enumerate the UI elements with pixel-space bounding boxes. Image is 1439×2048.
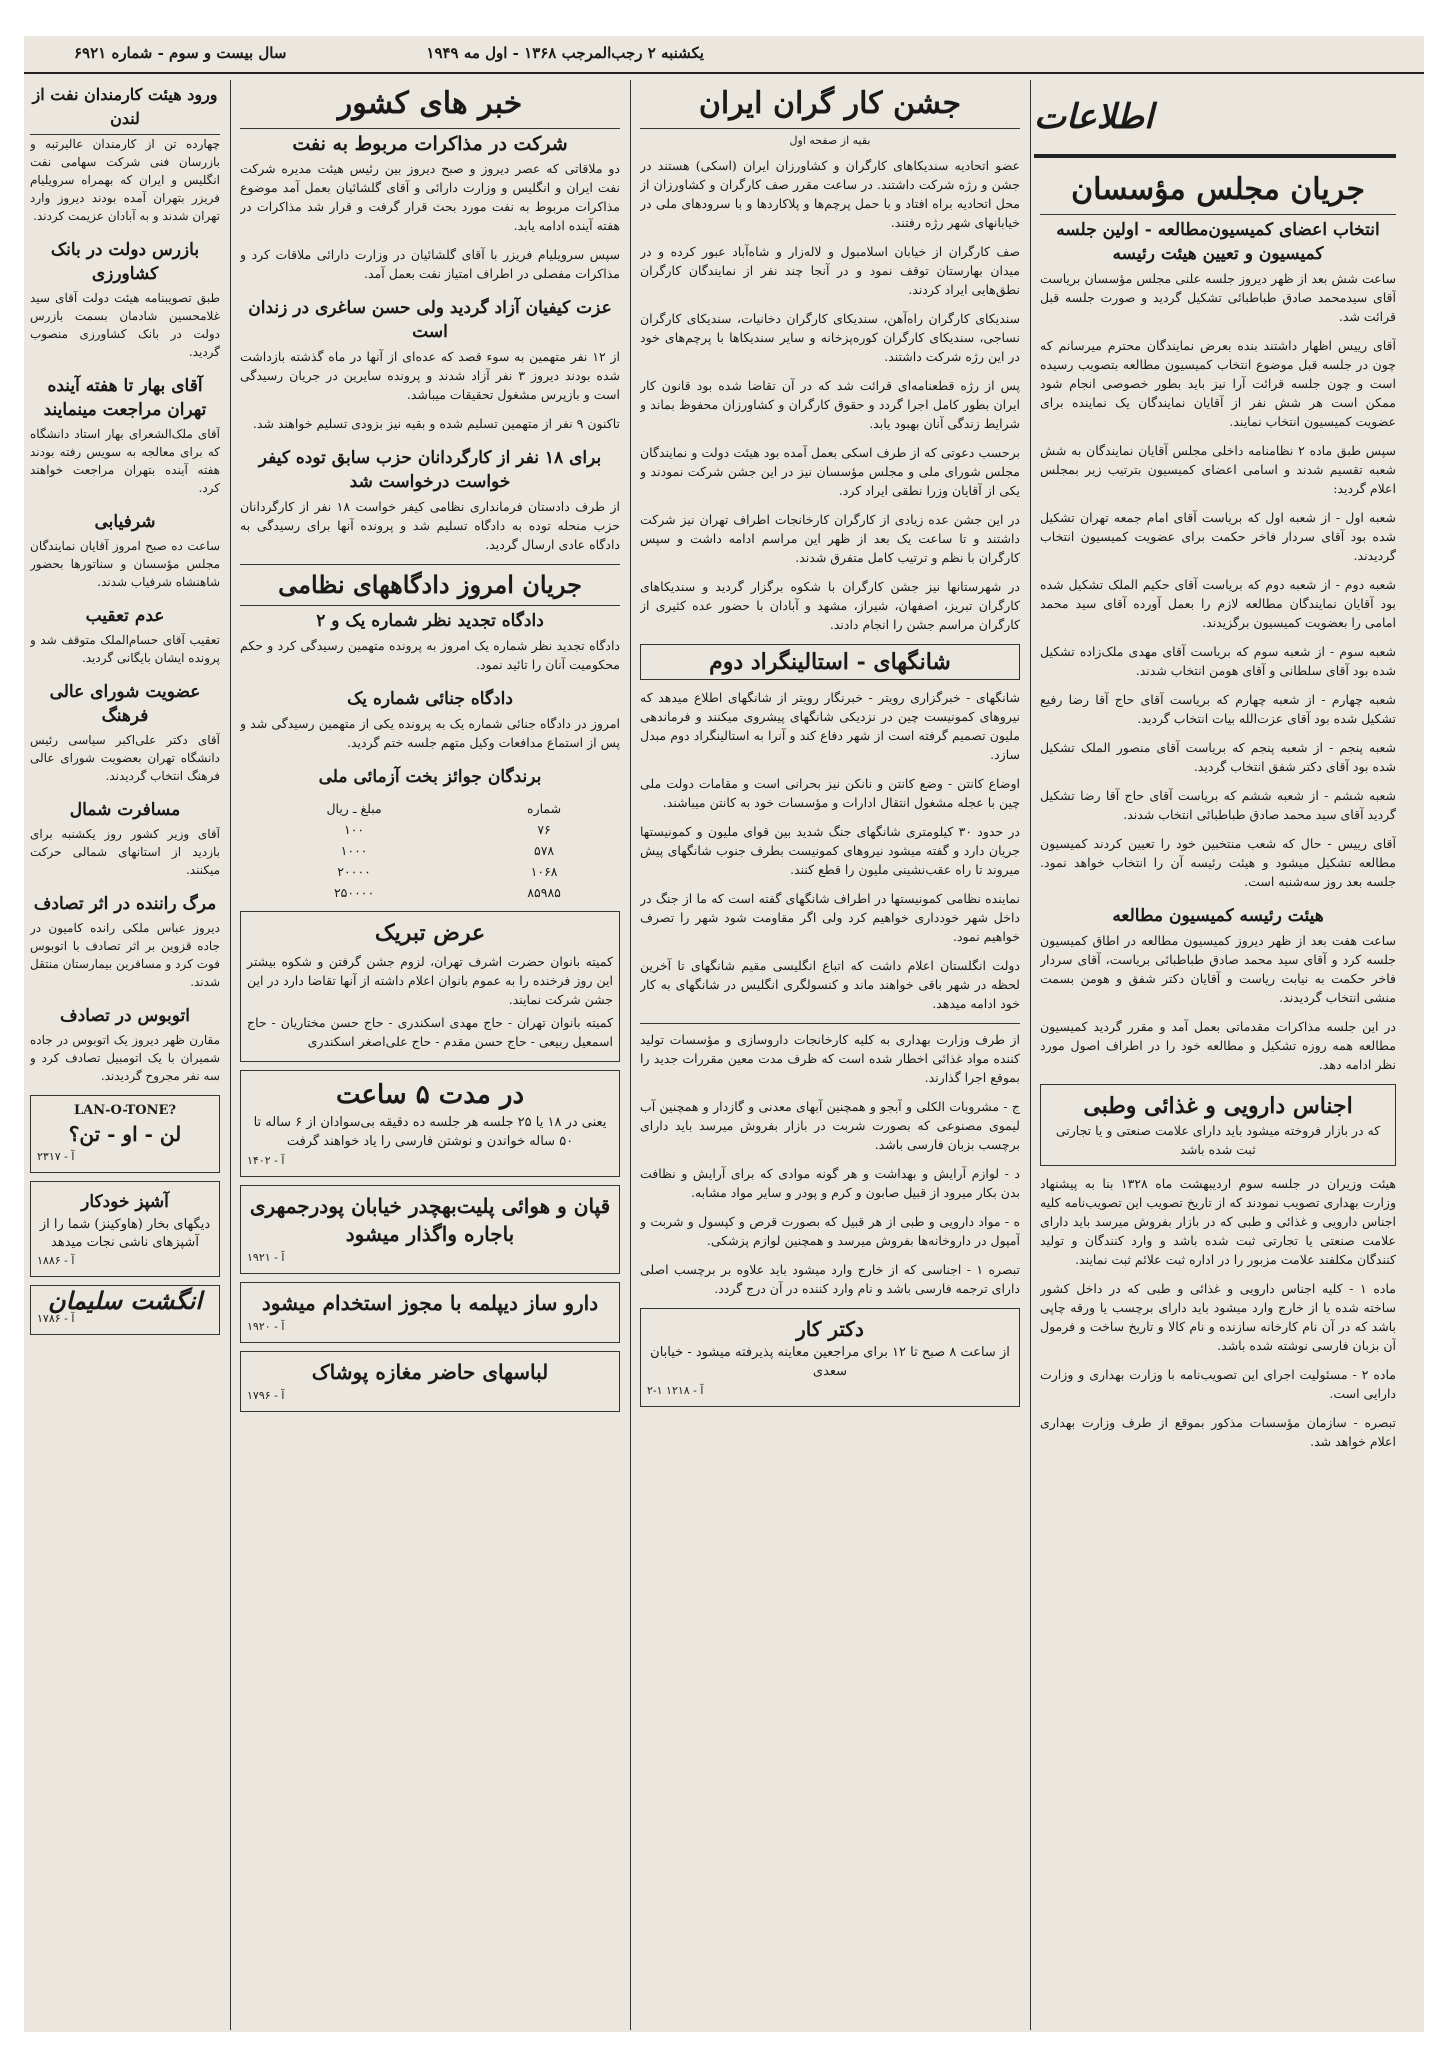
table-cell: ۱۰۰	[344, 822, 365, 837]
article-paragraph: شانگهای - خبرگزاری رویتر - خبرنگار رویتر از شانگهای اطلاع میدهد که نیروهای کمونیست چین در نزدیکی شانگهای پیشروی میکنند و فرماندهی ملیون تصمیم گرفته است از شهر دفاع کند و آنرا به استالینگراد دوم مبدل سازد.	[640, 690, 1020, 762]
article-paragraph: هیئت وزیران در جلسه سوم اردیبهشت ماه ۱۳۲۸ بنا به پیشنهاد وزارت بهداری تصویب نمودند که از تاریخ تصویب این تصویب‌نامه کلیه اجناس دارویی و غذائی و طبی که در بازار بفروش میرسد باید دارای علامت صنعتی یا تجارتی ثبت شده باشد و وارد کنندگان و تولید کنندگان مکلفند علامت مزبور را در اداره ثبت علائم ثبت نمایند.	[1040, 1176, 1396, 1267]
article-paragraph: ساعت ده صبح امروز آقایان نمایندگان مجلس مؤسسان و سناتورها بحضور شاهنشاه شرفیاب شدند.	[30, 539, 220, 589]
article-paragraph: در این جلسه مذاکرات مقدماتی بعمل آمد و مقرر گردید کمیسیون مطالعه همه روزه تشکیل و مطالعه خود را در اطراف اصول مورد نظر ادامه دهد.	[1040, 1019, 1396, 1072]
rental-ad-code: آ - ۱۹۲۱	[247, 1251, 285, 1264]
article-paragraph: شعبه اول - از شعبه اول که بریاست آقای امام جمعه تهران تشکیل شده بود آقای سردار فاخر حکمت برای عضویت کمیسیون انتخاب گردیدند.	[1040, 510, 1396, 563]
article-paragraph: طبق تصویبنامه هیئت دولت آقای سید غلامحسین شادمان بسمت بازرس دولت در بانک کشاورزی منصوب گردید.	[30, 291, 220, 359]
article-paragraph: از ۱۲ نفر متهمین به سوء قصد که عده‌ای از آنها در ماه گذشته بازداشت شده بودند دیروز ۳ نفر آزاد شدند و پرونده سایرین در جریان رسیدگی است و بازپرس مشغول تحقیقات میباشد.	[240, 349, 620, 402]
doctor-ad-code: ۲-۱ آ - ۱۲۱۸	[647, 1384, 704, 1397]
article-paragraph: ماده ۲ - مسئولیت اجرای این تصویب‌نامه با وزارت بهداری و وزارت دارایی است.	[1040, 1367, 1396, 1401]
article-paragraph: د - لوازم آرایش و بهداشت و هر گونه موادی که برای آرایش و نظافت بدن بکار میرود از قبیل صابون و کرم و پودر و سایر مواد مشابه.	[640, 1166, 1020, 1200]
subheading-audience: شرفیابی	[94, 512, 156, 532]
cooker-ad-code: آ - ۱۸۸۶	[37, 1254, 75, 1267]
headline-oil-staff: ورود هیئت کارمندان نفت از لندن	[30, 80, 220, 135]
subheading-lottery: برندگان جوائز بخت آزمائی ملی	[318, 767, 542, 787]
lanotone-ad-code: آ - ۲۳۱۷	[37, 1150, 75, 1163]
lower-section	[640, 1023, 1020, 1298]
cooker-ad-title: آشپز خودکار	[81, 1192, 169, 1212]
article-paragraph: چهارده تن از کارمندان عالیرتبه و بازرسان فنی شرکت سهامی نفت انگلیس و ایران که بهمراه سرویلیام فریزر بتهران آمده بودند دیروز وارد تهران شدند و به آبادان عزیمت کردند.	[30, 137, 220, 223]
article-paragraph: آقای رییس - حال که شعب منتخبین خود را تعیین کردند کمیسیون مطالعه تشکیل میشود و هیئت رئیسه آن را انتخاب خواهد نمود. جلسه بعد روز سه‌شنبه است.	[1040, 836, 1396, 889]
pharma-notice-box	[1040, 1084, 1396, 1166]
subheading-bahar-return: آقای بهار تا هفته آینده تهران مراجعت مینمایند	[43, 376, 207, 420]
article-paragraph: ماده ۱ - کلیه اجناس دارویی و غذائی و طبی که در داخل کشور ساخته شده یا از خارج وارد میشود باید دارای برچسب یا ورقه چاپی باشد که در آن نام کارخانه سازنده و نام کالا و تاریخ ساخت و فرمول آن بزبان فارسی نوشته شده باشد.	[1040, 1281, 1396, 1353]
headline-national-news: خبر های کشور	[240, 80, 620, 129]
literacy-ad-code: آ - ۱۴۰۲	[247, 1154, 285, 1167]
pharma-notice-deck: که در بازار فروخته میشود باید دارای علامت صنعتی و یا تجارتی ثبت شده باشد	[1055, 1123, 1381, 1157]
newspaper-logo: اطلاعات	[1034, 80, 1396, 158]
lanotone-ad-text: لن - او - تن؟	[68, 1122, 182, 1146]
congrats-text: کمیته بانوان حضرت اشرف تهران، لزوم جشن گرفتن و شکوه بیشتر این روز فرخنده را به عموم بانوان اعلام داشته از آنها تقاضا دارد در این جشن شرکت نمایند.	[247, 954, 613, 1007]
cooker-ad-text: دیگهای بخار (هاوکینز) شما را از آشپزهای ناشی نجات میدهد	[39, 1217, 211, 1250]
table-cell: ۱۰۶۸	[530, 864, 558, 879]
newspaper-page	[24, 36, 1424, 2032]
headline-labor-day: جشن کار گران ایران	[640, 80, 1020, 129]
table-cell: ۲۵۰۰۰۰	[333, 885, 375, 900]
article-paragraph: عضو اتحادیه سندیکاهای کارگران و کشاورزان ایران (اسکی) هستند در جشن و رژه شرکت داشتند. در ساعت مقرر صف کارگران و کشاورزان از محل اتحادیه براه افتاد و با حمل پرچم‌ها و پلاکاردها و با سرودهای ملی در خیابانهای شهر رژه رفتند.	[640, 158, 1020, 230]
subheading-culture-council: عضویت شورای عالی فرهنگ	[49, 682, 201, 726]
table-cell: ۸۵۹۸۵	[527, 885, 561, 900]
article-paragraph: نماینده نظامی کمونیستها در اطراف شانگهای گفته است که ما از جنگ در داخل شهر خودداری خواهیم کرد ولی اگر مقاومت شود شهر را تصرف خواهیم نمود.	[640, 891, 1020, 944]
article-paragraph: تبصره ۱ - اجناسی که از خارج وارد میشود باید علاوه بر برچسب اصلی دارای ترجمه فارسی باشد و نام وارد کننده در آن درج گردد.	[640, 1262, 1020, 1296]
table-cell: ۲۰۰۰۰	[337, 864, 371, 879]
article-paragraph: امروز در دادگاه جنائی شماره یک به پرونده یکی از متهمین رسیدگی شد و پس از استماع مدافعات وکیل متهم جلسه ختم گردید.	[240, 716, 620, 750]
doctor-ad-title: دکتر کار	[796, 1317, 864, 1341]
article-paragraph: مقارن ظهر دیروز یک اتوبوس در جاده شمیران با یک اتومبیل تصادف کرد و سه نفر مجروح گردیدند.	[30, 1033, 220, 1083]
lottery-table	[240, 798, 620, 903]
article-paragraph: اوضاع کانتن - وضع کانتن و نانکن نیز بحرانی است و مقامات دولت ملی چین با عجله مشغول انتقال ادارات و مؤسسات خود به کانتن میباشند.	[640, 776, 1020, 810]
article-paragraph: دو ملاقاتی که عصر دیروز و صبح دیروز بین رئیس هیئت مدیره شرکت نفت ایران و انگلیس و وزارت دارائی و آقای گلشائیان بعمل آمد موضوع مذاکرات مربوط به نفت مورد بحث قرار گرفت و قرار شد مذاکرات در هفته آینده ادامه یابد.	[240, 161, 620, 233]
lanotone-ad	[30, 1095, 220, 1173]
ring-ad-code: آ - ۱۷۸۶	[37, 1312, 75, 1325]
article-paragraph: ج - مشروبات الکلی و آبجو و همچنین آبهای معدنی و گازدار و همچنین آب لیموی مصنوعی که بصورت شربت در بازار بفروش میرسد باید دارای برچسب بزبان فارسی باشد.	[640, 1099, 1020, 1152]
article-paragraph: از طرف وزارت بهداری به کلیه کارخانجات داروسازی و مؤسسات تولید کننده مواد غذائی اخطار شده است که ظرف مدت معین مقررات جدید را بموقع اجرا گذارند.	[640, 1032, 1020, 1085]
article-paragraph: شعبه پنجم - از شعبه پنجم که بریاست آقای منصور الملک تشکیل شده بود آقای دکتر شفق انتخاب گردید.	[1040, 740, 1396, 774]
article-paragraph: تعقیب آقای حسام‌الملک متوقف شد و پرونده ایشان بایگانی گردید.	[30, 633, 220, 665]
column-divider	[230, 80, 231, 2030]
article-paragraph: سپس طبق ماده ۲ نظامنامه داخلی مجلس آقایان نمایندگان به شش شعبه تقسیم شدند و اسامی اعضای کمیسیون بترتیب زیر بمجلس اعلام گردید:	[1040, 443, 1396, 496]
shanghai-heading-box	[640, 644, 1020, 680]
article-paragraph: ساعت هفت بعد از ظهر دیروز کمیسیون مطالعه در اطاق کمیسیون جلسه کرد و آقای سید محمد صادق طباطبائی بریاست، آقای سردار فاخر حکمت به نیابت ریاست و آقایان دکتر شفق و هومن بسمت منشی انتخاب گردیدند.	[1040, 933, 1396, 1005]
doctor-ad-text: از ساعت ۸ صبح تا ۱۲ برای مراجعین معاینه پذیرفته میشود - خیابان سعدی	[650, 1345, 1010, 1379]
article-paragraph: آقای دکتر علی‌اکبر سیاسی رئیس دانشگاه تهران بعضویت شورای عالی فرهنگ انتخاب گردیدند.	[30, 733, 220, 783]
article-paragraph: در این جشن عده زیادی از کارگران کارخانجات اطراف تهران نیز شرکت داشتند و تا ساعت یک بعد از ظهر این مراسم ادامه داشت و سپس کارگران با نظم و ترتیب کامل متفرق شدند.	[640, 512, 1020, 565]
headline-constituent-assembly: جریان مجلس مؤسسان	[1040, 166, 1396, 215]
congrats-signatories: کمیته بانوان تهران - حاج مهدی اسکندری - حاج حسن مختاریان - حاج اسمعیل ربیعی - حاج حسن مقدم - حاج علی‌اصغر اسکندری	[247, 1015, 613, 1049]
ring-ad-logo: انگشت سلیمان	[47, 1286, 203, 1315]
subheading-commission: هیئت رئیسه کمیسیون مطالعه	[1112, 906, 1324, 926]
continued-note: بقیه از صفحه اول	[789, 134, 871, 147]
article-paragraph: شعبه سوم - از شعبه سوم که بریاست آقای مهدی ملک‌زاده تشکیل شده بود آقای سلطانی و آقای هومن انتخاب شدند.	[1040, 644, 1396, 678]
article-paragraph: صف کارگران از خیابان اسلامبول و لاله‌زار و شاه‌آباد عبور کرده و در میدان بهارستان توقف نمود و در آنجا چند نفر از نمایندگان کارگران نطق‌هایی ایراد کردند.	[640, 244, 1020, 297]
column-divider	[630, 80, 631, 2030]
article-paragraph: از طرف دادستان فرمانداری نظامی کیفر خواست ۱۸ نفر از کارگردانان حزب منحله توده به دادگاه تسلیم شد و پرونده آنها برای رسیدگی به دادگاه عادی ارسال گردید.	[240, 499, 620, 552]
pharmacist-ad-code: آ - ۱۹۲۰	[247, 1320, 285, 1333]
table-header: مبلغ ـ ریال	[326, 801, 382, 816]
literacy-ad-title: در مدت ۵ ساعت	[335, 1080, 525, 1110]
column-1	[1040, 166, 1396, 2022]
subheading-driver-death: مرگ راننده در اثر تصادف	[33, 894, 217, 914]
shanghai-headline: شانگهای - استالینگراد دوم	[709, 649, 951, 675]
table-header: شماره	[527, 801, 562, 816]
rental-ad-title: قپان و هوائی پلیت‌بهچدر خیابان پودرجمهری باجاره واگذار میشود	[249, 1194, 611, 1246]
subheading-indictment: برای ۱۸ نفر از کارگردانان حزب سابق توده کیفر خواست درخواست شد	[258, 448, 602, 492]
column-2	[640, 80, 1020, 2020]
article-paragraph: شعبه ششم - از شعبه ششم که بریاست آقای حاج آقا رضا تشکیل گردید آقای سید محمد صادق طباطبائی انتخاب شدند.	[1040, 788, 1396, 822]
article-paragraph: برحسب دعوتی که از طرف اسکی بعمل آمده بود هیئت دولت و نمایندگان مجلس شورای ملی و مجلس مؤسسان نیز در این جشن شرکت نمودند و یکی از آقایان وزرا نطقی ایراد کرد.	[640, 445, 1020, 498]
issue-date: یکشنبه ۲ رجب‌المرجب ۱۳۶۸ - اول مه ۱۹۴۹	[426, 44, 704, 62]
headline-military-courts: جریان امروز دادگاههای نظامی	[240, 564, 620, 606]
table-row	[240, 861, 620, 882]
article-paragraph: تاکنون ۹ نفر از متهمین تسلیم شده و بقیه نیز بزودی تسلیم خواهند شد.	[252, 416, 620, 431]
literacy-ad-text: یعنی در ۱۸ یا ۲۵ جلسه هر جلسه ده دقیقه بی‌سوادان از ۶ ساله تا ۵۰ ساله خواندن و نوشتن فارسی را یاد خواهند گرفت	[253, 1115, 607, 1149]
cooker-ad	[30, 1181, 220, 1277]
subheading-criminal-court: دادگاه جنائی شماره یک	[347, 689, 513, 709]
subheading-oil-talks: شرکت در مذاکرات مربوط به نفت	[292, 133, 568, 155]
article-paragraph: سندیکای کارگران راه‌آهن، سندیکای کارگران دخانیات، سندیکای کارگران نساجی، سندیکای کارگران کوره‌پزخانه و سایر سندیکاها با پرچم‌های خود در این رژه شرکت داشتند.	[640, 311, 1020, 364]
doctor-ad	[640, 1308, 1020, 1407]
subheading-no-prosecution: عدم تعقیب	[85, 606, 165, 626]
congrats-box	[240, 911, 620, 1062]
table-header-row	[240, 798, 620, 819]
article-paragraph: شعبه دوم - از شعبه دوم که بریاست آقای حکیم الملک تشکیل شده بود آقایان نمایندگان مطالعه لازم را بعمل آورده آقای سید محمد امامی را بعضویت کمیسیون برگزیدند.	[1040, 577, 1396, 630]
column-4	[30, 80, 220, 2020]
column-divider	[1030, 80, 1031, 2030]
column-3	[240, 80, 620, 2020]
congrats-title: عرض تبریک	[374, 920, 486, 946]
clothing-ad	[240, 1351, 620, 1412]
article-paragraph: دیروز عباس ملکی رانده کامیون در جاده قزوین بر اثر تصادف با اتوبوس فوت کرد و مسافرین بیمارستان منتقل شدند.	[30, 921, 220, 989]
article-footer: تبصره - سازمان مؤسسات مذکور بموقع از طرف وزارت بهداری اعلام خواهد شد.	[1040, 1415, 1396, 1449]
article-paragraph: ه - مواد دارویی و طبی از هر قبیل که بصورت قرص و کپسول و شربت و آمپول در داروخانه‌ها بفروش میرسد و همچنین لوازم پزشکی.	[640, 1214, 1020, 1248]
article-paragraph: شعبه چهارم - از شعبه چهارم که بریاست آقای حاج آقا رضا رفیع تشکیل شده بود آقای عزت‌الله بیات انتخاب گردید.	[1040, 692, 1396, 726]
article-paragraph: دولت انگلستان اعلام داشت که اتباع انگلیسی مقیم شانگهای تا آخرین لحظه در شهر باقی خواهند ماند و کنسولگری انگلیس در شانگهای به کار خود ادامه میدهد.	[640, 958, 1020, 1011]
subheading-north-trip: مسافرت شمال	[69, 800, 181, 820]
subheading-appeal-court: دادگاه تجدید نظر شماره یک و ۲	[316, 611, 544, 631]
clothing-ad-code: آ - ۱۷۹۶	[247, 1389, 285, 1402]
table-cell: ۵۷۸	[534, 843, 555, 858]
article-paragraph: آقای رییس اظهار داشتند بنده بعرض نمایندگان محترم میرسانم که چون در جلسه قبل موضوع انتخاب کمیسیون مطالعه بتصویب رسیده است و چون جلسه قرائت آرا نیز باید بطور خصوصی انجام شود ممکن است هر شش نفر از آقایان نمایندگان یک نماینده برای عضویت کمیسیون انتخاب نمایند.	[1040, 338, 1396, 429]
pharmacist-ad	[240, 1282, 620, 1343]
table-row	[240, 840, 620, 861]
clothing-ad-title: لباسهای حاضر مغازه پوشاک	[311, 1360, 549, 1384]
table-row	[240, 882, 620, 903]
year-issue: سال بیست و سوم - شماره ۶۹۲۱	[74, 44, 287, 62]
deck-constituent-assembly: انتخاب اعضای کمیسیون‌مطالعه - اولین جلسه کمیسیون و تعیین هیئت رئیسه	[1056, 220, 1380, 264]
table-row	[240, 819, 620, 840]
article-paragraph: آقای ملک‌الشعرای بهار استاد دانشگاه که برای معالجه به سویس رفته بودند هفته آینده بتهران مراجعت خواهند کرد.	[30, 427, 220, 495]
subheading-bus-accident: اتوبوس در تصادف	[60, 1006, 190, 1026]
pharmacist-ad-title: دارو ساز دیپلمه با مجوز استخدام میشود	[261, 1291, 599, 1315]
article-paragraph: پس از رژه قطعنامه‌ای قرائت شد که در آن تقاضا شده بود قانون کار ایران بطور کامل اجرا گردد و حقوق کارگران و کشاورزان محفوظ بماند و شرایط زندگی آنان بهبود یابد.	[640, 378, 1020, 431]
subheading-release: عزت کیفیان آزاد گردید ولی حسن ساغری در زندان است	[248, 298, 612, 342]
masthead	[24, 36, 1424, 74]
rental-ad	[240, 1185, 620, 1274]
article-paragraph: دادگاه تجدید نظر شماره یک امروز به پرونده متهمین رسیدگی کرد و حکم محکومیت آنان را تائید نمود.	[240, 638, 620, 672]
article-paragraph: آقای وزیر کشور روز یکشنبه برای بازدید از استانهای شمالی حرکت میکنند.	[30, 827, 220, 877]
article-paragraph: سپس سرویلیام فریزر با آقای گلشائیان در وزارت دارائی ملاقات کرد و مذاکرات مفصلی در اطراف امتیاز نفت بعمل آمد.	[240, 247, 620, 281]
ring-ad	[30, 1285, 220, 1335]
subheading-bank-inspector: بازرس دولت در بانک کشاورزی	[50, 240, 200, 284]
literacy-ad	[240, 1070, 620, 1177]
table-cell: ۱۰۰۰	[340, 843, 368, 858]
lanotone-ad-title: LAN-O-TONE?	[74, 1103, 176, 1118]
article-paragraph: در حدود ۳۰ کیلومتری شانگهای جنگ شدید بین قوای ملیون و کمونیستها جریان دارد و گفته میشود نیروهای کمونیست بطرف جنوب شانگهای پیش میروند تا راه عقب‌نشینی ملیون را قطع کنند.	[640, 824, 1020, 877]
article-paragraph: در شهرستانها نیز جشن کارگران با شکوه برگزار گردید و سندیکاهای کارگران تبریز، اصفهان، شیراز، مشهد و آبادان با حضور عده کثیری از کارگران مراسم جشن را انجام دادند.	[640, 579, 1020, 632]
article-paragraph: ساعت شش بعد از ظهر دیروز جلسه علنی مجلس مؤسسان بریاست آقای سیدمحمد صادق طباطبائی تشکیل گردید و صورت جلسه قبل قرائت شد.	[1040, 271, 1396, 324]
table-cell: ۷۶	[537, 822, 551, 837]
pharma-notice-title: اجناس دارویی و غذائی وطبی	[1083, 1093, 1353, 1119]
